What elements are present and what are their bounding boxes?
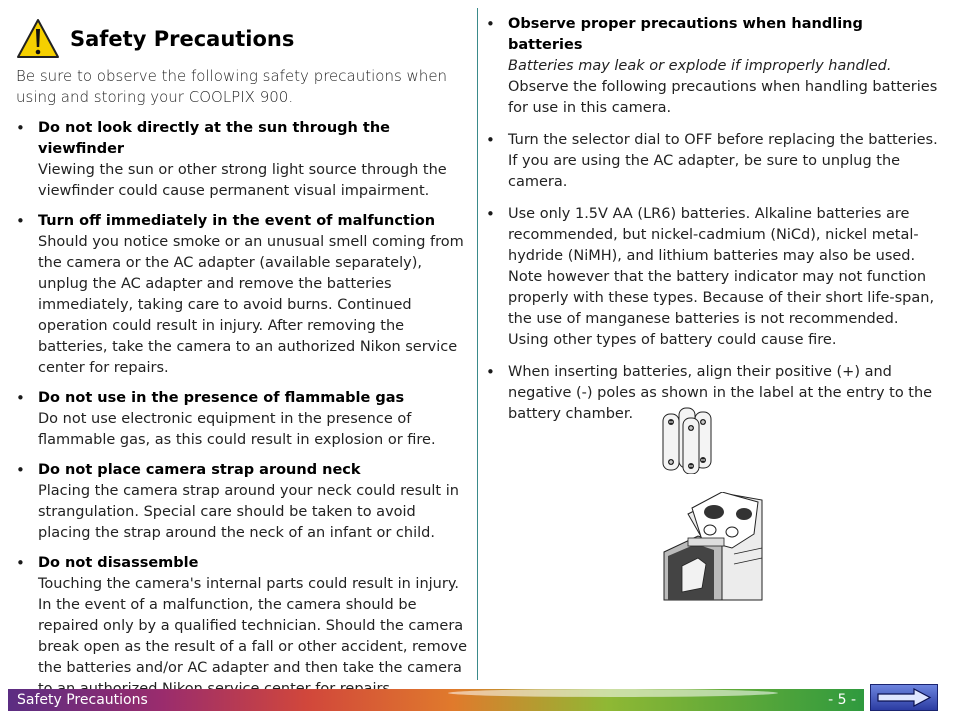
item-body: Placing the camera strap around your neck could result in strangulation. Special care should be taken to avoid placing the strap around the neck of an infant or child.	[38, 483, 459, 541]
bullet: •	[486, 363, 495, 381]
item-body: Viewing the sun or other strong light source through the viewfinder could cause permanent visual impairment.	[38, 162, 447, 199]
battery-chamber-illustration	[658, 492, 764, 602]
left-column	[16, 14, 472, 709]
item-body: Use only 1.5V AA (LR6) batteries. Alkaline batteries are recommended, but nickel-cadmium (NiCd), nickel metal-hydride (NiMH), and lithium batteries may also be used. Note however that the battery indicator may not function properly with these types. Because of their short life-span, the use of manganese batteries is not recommended. Using other types of battery could cause fire.	[508, 206, 935, 348]
bullet: •	[486, 15, 495, 33]
item-heading: Do not look directly at the sun through the viewfinder	[38, 120, 390, 157]
list-item	[486, 130, 938, 193]
page-number: - 5 -	[828, 692, 856, 708]
list-item	[486, 204, 938, 351]
bullet: •	[16, 119, 25, 137]
item-body-text: Observe the following precautions when handling batteries for use in this camera.	[508, 79, 938, 116]
intro-text: Be sure to observe the following safety precautions when using and storing your COOLPIX 900.	[16, 67, 448, 106]
next-page-button[interactable]	[870, 684, 938, 711]
right-column	[486, 14, 938, 436]
title-row	[16, 14, 472, 64]
item-heading: Observe proper precautions when handling batteries	[508, 16, 863, 53]
item-body	[508, 56, 938, 119]
item-heading: Do not use in the presence of flammable gas	[38, 390, 405, 406]
bullet: •	[16, 212, 25, 230]
bullet: •	[16, 389, 25, 407]
bullet: •	[16, 461, 25, 479]
bullet: •	[486, 131, 495, 149]
footer-bar	[8, 689, 864, 711]
list-item	[16, 553, 472, 700]
item-body: Should you notice smoke or an unusual smell coming from the camera or the AC adapter (available separately), unplug the AC adapter and remove the batteries immediately, taking care to avoid burns. Continued operation could result in injury. After removing the batteries, take the camera to an authorized Nikon service center for repairs.	[38, 234, 464, 376]
item-body: When inserting batteries, align their positive (+) and negative (-) poles as shown in the label at the entry to the battery chamber.	[508, 364, 933, 422]
list-item	[16, 388, 472, 451]
italic-warning: Batteries may leak or explode if improperly handled.	[508, 58, 892, 74]
next-page-arrow-icon	[870, 684, 938, 711]
item-heading: Do not disassemble	[38, 555, 199, 571]
item-body: Do not use electronic equipment in the presence of flammable gas, as this could result in explosion or fire.	[38, 411, 436, 448]
list-item	[16, 118, 472, 202]
list-item	[486, 14, 938, 119]
column-divider	[477, 8, 478, 680]
bullet: •	[16, 554, 25, 572]
warning-triangle-icon	[16, 17, 60, 61]
bullet: •	[486, 205, 495, 223]
footer-section-title: Safety Precautions	[17, 692, 148, 708]
item-heading: Do not place camera strap around neck	[38, 462, 361, 478]
item-heading: Turn off immediately in the event of malfunction	[38, 213, 436, 229]
footer-highlight	[448, 689, 778, 697]
list-item	[16, 460, 472, 544]
item-body: Touching the camera's internal parts could result in injury. In the event of a malfunction, the camera should be repaired only by a qualified technician. Should the camera break open as the result of a fall or other accident, remove the batteries and/or AC adapter and then take the camera	[38, 576, 468, 676]
battery-set-illustration	[660, 404, 716, 474]
page-title: Safety Precautions	[70, 27, 295, 51]
list-item	[16, 211, 472, 379]
item-body: Turn the selector dial to OFF before replacing the batteries. If you are using the AC adapter, be sure to unplug the camera.	[508, 132, 938, 190]
